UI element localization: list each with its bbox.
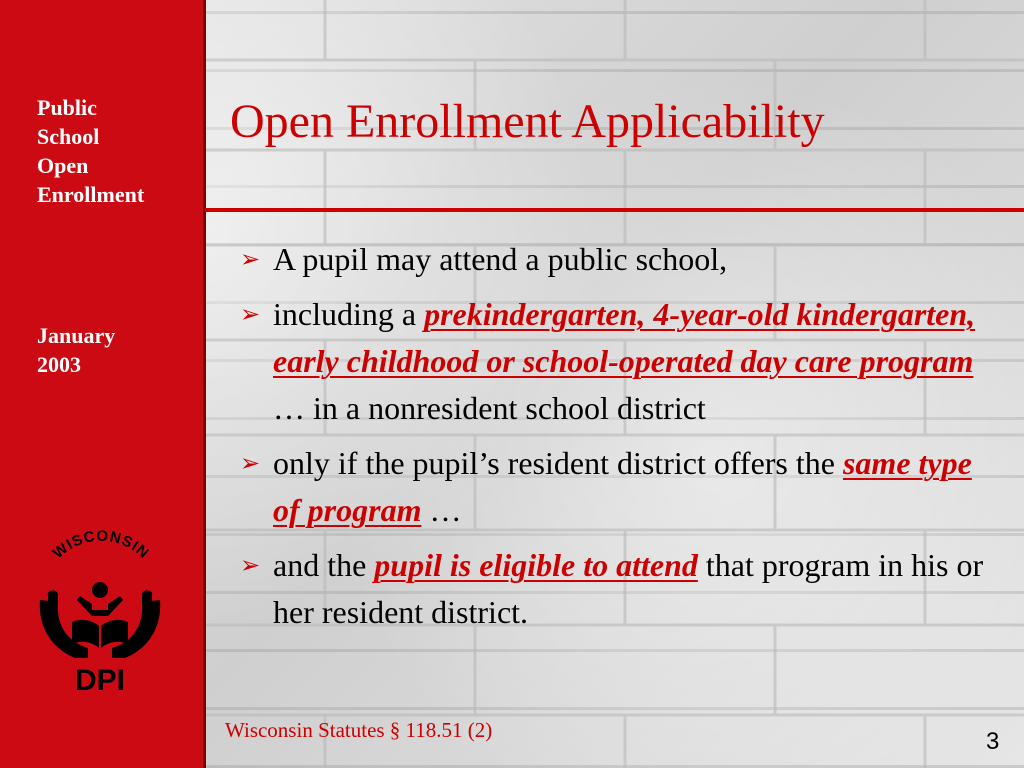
arrow-bullet-icon: ➢ <box>240 300 261 328</box>
footer-citation: Wisconsin Statutes § 118.51 (2) <box>225 718 493 742</box>
sidebar-title-line: Open <box>37 153 89 178</box>
bullet-item <box>240 440 1000 534</box>
bullet-text: A pupil may attend a public school, <box>273 241 728 277</box>
page-number: 3 <box>986 728 1000 755</box>
sidebar <box>0 0 206 768</box>
bullet-text-after: that program in his or her resident district. <box>273 547 984 630</box>
logo-arc-text: WISCONSIN <box>49 530 153 563</box>
arrow-bullet-icon: ➢ <box>240 449 261 477</box>
bullet-item <box>240 236 1000 283</box>
sidebar-title <box>37 93 202 209</box>
bullet-emphasis: prekindergarten, 4-year-old kindergarten, early childhood or school-operated day care program <box>273 296 976 379</box>
sidebar-title-line: Enrollment <box>37 182 145 207</box>
bullet-text-after: … <box>421 492 462 528</box>
slide-title: Open Enrollment Applicability <box>230 95 825 148</box>
sidebar-title-line: Public <box>37 95 97 120</box>
bullet-text-before: only if the pupil’s resident district offers the <box>273 445 843 481</box>
svg-text:WISCONSIN <box>50 530 153 562</box>
logo-dpi-text: DPI <box>74 664 126 697</box>
bullet-item <box>240 291 1000 432</box>
bullet-list <box>240 236 1000 644</box>
wisconsin-dpi-logo-icon <box>30 530 170 700</box>
sidebar-date <box>37 321 115 379</box>
bullet-emphasis: pupil is eligible to attend <box>374 547 698 583</box>
sidebar-date-month: January <box>37 323 116 348</box>
sidebar-title-line: School <box>37 124 100 149</box>
bullet-text-before: including a <box>273 296 425 332</box>
sidebar-date-year: 2003 <box>37 352 81 377</box>
arrow-bullet-icon: ➢ <box>240 245 261 273</box>
bullet-emphasis: same type of program <box>273 445 972 528</box>
bullet-text-before: and the <box>273 547 375 583</box>
arrow-bullet-icon: ➢ <box>240 551 261 579</box>
title-divider <box>205 208 1024 212</box>
bullet-text-after: … in a nonresident school district <box>273 390 706 426</box>
bullet-item <box>240 542 1000 636</box>
